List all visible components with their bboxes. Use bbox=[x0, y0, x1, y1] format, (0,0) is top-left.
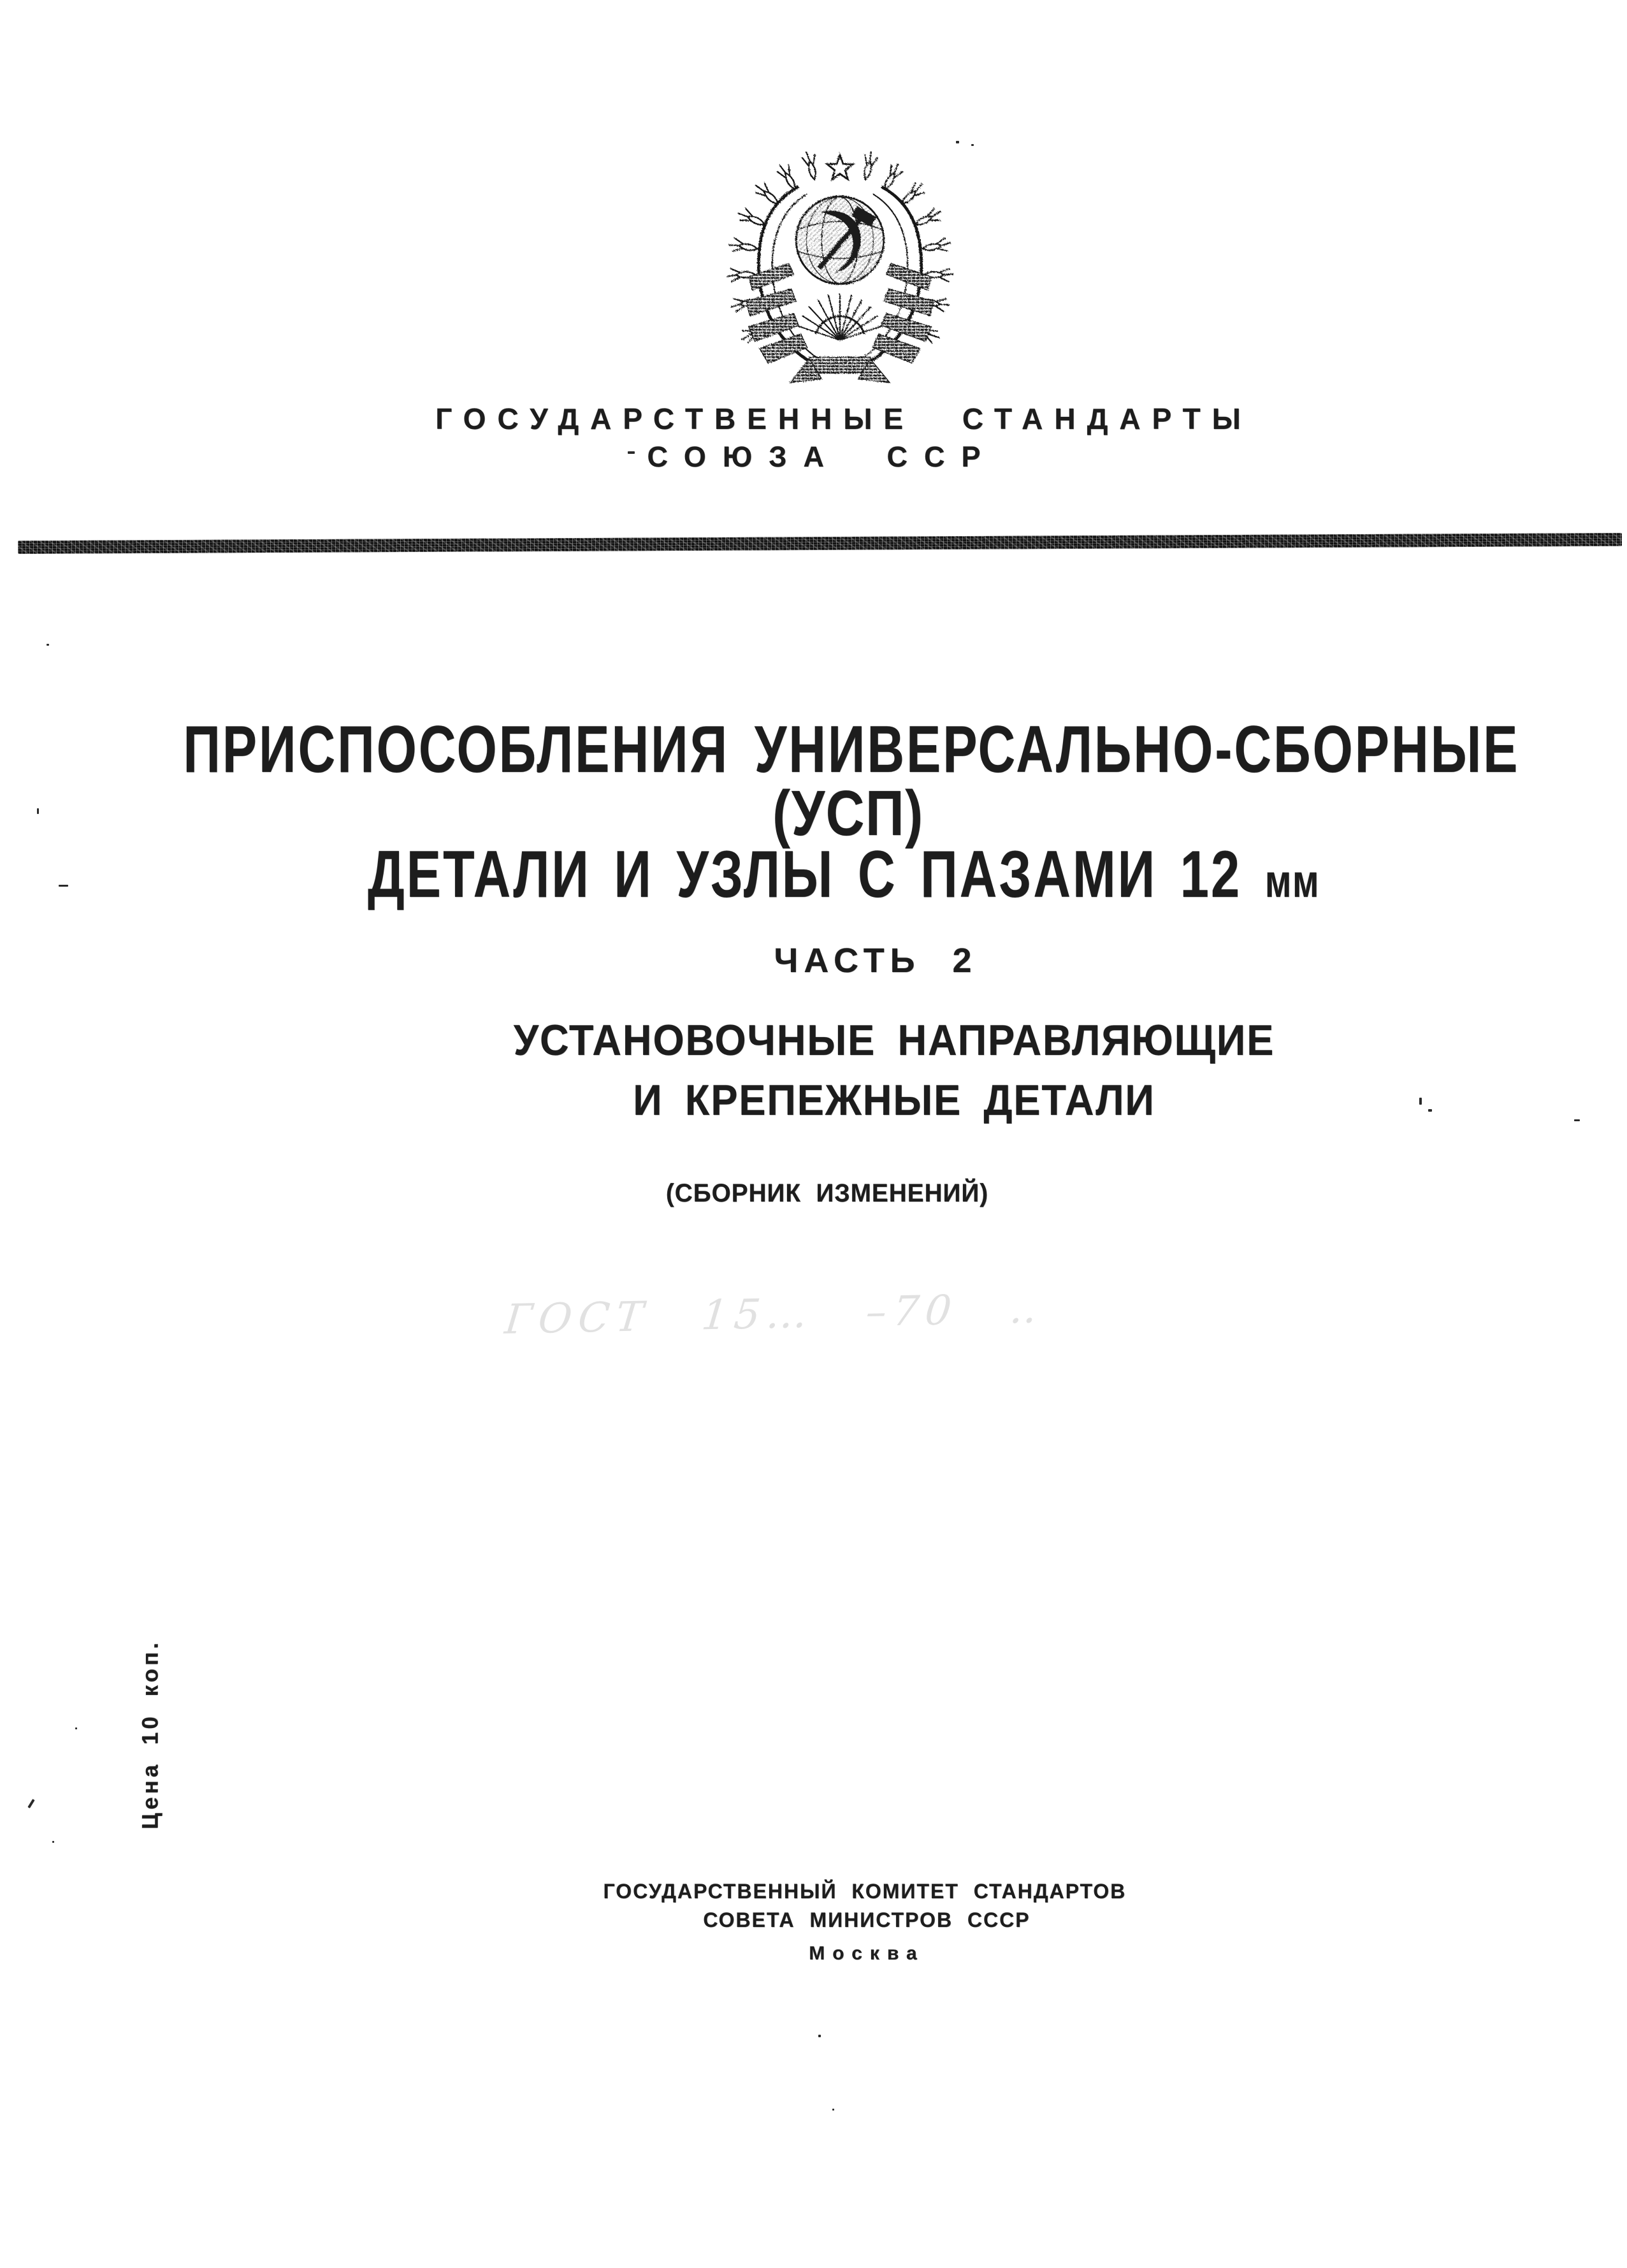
scan-speck bbox=[628, 451, 635, 454]
header-union-line: СОЮЗА ССР bbox=[647, 440, 997, 473]
scan-speck bbox=[1419, 1098, 1422, 1105]
ussr-coat-of-arms-emblem bbox=[727, 144, 953, 388]
title-line-2: (УСП) bbox=[772, 778, 924, 849]
scan-speck bbox=[47, 644, 49, 646]
title-line-3-unit: мм bbox=[1264, 856, 1320, 907]
title-line-1: ПРИСПОСОБЛЕНИЯ УНИВЕРСАЛЬНО-СБОРНЫЕ bbox=[183, 713, 1520, 787]
price-label: Цена 10 коп. bbox=[138, 1639, 163, 1829]
scan-speck bbox=[956, 141, 959, 143]
header-state-standards-line: ГОСУДАРСТВЕННЫЕ СТАНДАРТЫ bbox=[435, 402, 1252, 435]
footer-committee-line-1: ГОСУДАРСТВЕННЫЙ КОМИТЕТ СТАНДАРТОВ bbox=[603, 1880, 1127, 1903]
title-line-3-text: ДЕТАЛИ И УЗЛЫ С ПАЗАМИ 12 bbox=[367, 838, 1242, 912]
title-line-3 bbox=[367, 838, 1320, 912]
subtitle-line-2: И КРЕПЕЖНЫЕ ДЕТАЛИ bbox=[633, 1076, 1155, 1124]
handwritten-note: ГОСТ 15… –70 ‥ bbox=[502, 1285, 1046, 1344]
scan-speck bbox=[1574, 1119, 1580, 1121]
scan-speck bbox=[27, 1799, 34, 1808]
scan-speck bbox=[818, 2035, 821, 2037]
footer-committee-line-2: СОВЕТА МИНИСТРОВ СССР bbox=[703, 1908, 1030, 1931]
part-label: ЧАСТЬ 2 bbox=[774, 941, 978, 980]
scan-speck bbox=[1428, 1109, 1432, 1112]
divider-rule bbox=[18, 533, 1622, 554]
collection-label: (СБОРНИК ИЗМЕНЕНИЙ) bbox=[665, 1179, 989, 1207]
subtitle-line-1: УСТАНОВОЧНЫЕ НАПРАВЛЯЮЩИЕ bbox=[513, 1016, 1275, 1065]
footer-city: Москва bbox=[809, 1943, 925, 1964]
scan-speck bbox=[75, 1727, 77, 1729]
scan-speck bbox=[52, 1841, 54, 1843]
scan-speck bbox=[59, 885, 68, 887]
scan-speck bbox=[832, 2109, 834, 2111]
scan-speck bbox=[37, 808, 39, 814]
scan-speck bbox=[971, 144, 974, 146]
